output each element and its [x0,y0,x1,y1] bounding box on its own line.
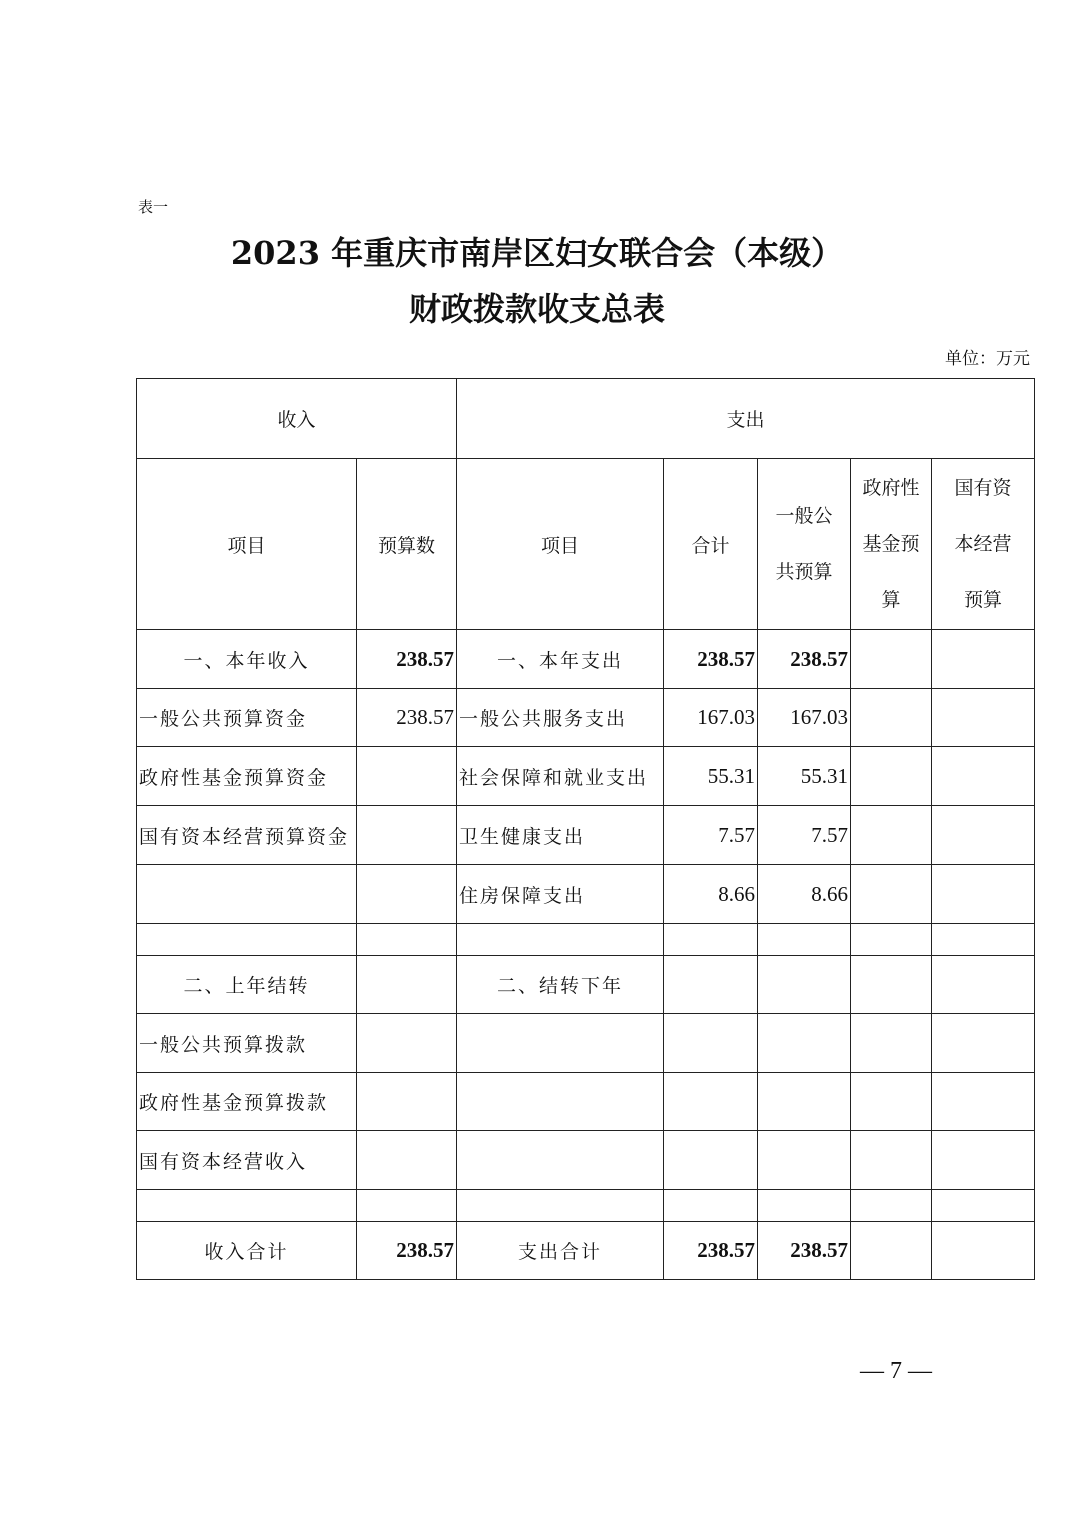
expenditure-item-cell [457,1190,664,1222]
general-budget-cell: 167.03 [758,689,851,747]
general-budget-cell [758,956,851,1014]
expenditure-item-cell: 二、结转下年 [457,956,664,1014]
income-amount-cell: 238.57 [357,1222,457,1280]
table-label: 表一 [138,198,169,216]
income-amount-cell [357,806,457,865]
gov-fund-header-line3: 算 [881,589,901,611]
income-amount-cell: 238.57 [357,689,457,747]
gov-fund-cell [851,1190,932,1222]
general-budget-cell [758,1190,851,1222]
total-cell: 8.66 [664,865,758,924]
table-row [137,956,1035,1014]
total-cell [664,1131,758,1190]
table-row [137,806,1035,865]
state-capital-cell [932,1190,1035,1222]
income-item-cell: 国有资本经营收入 [137,1131,357,1190]
income-amount-cell [357,1190,457,1222]
state-capital-cell [932,747,1035,806]
general-budget-cell [758,924,851,956]
page-subtitle: 财政拨款收支总表 [408,290,665,328]
income-item-cell [137,924,357,956]
state-capital-header-line2: 本经营 [954,533,1012,555]
income-item-cell: 收入合计 [137,1222,357,1280]
gov-fund-cell [851,630,932,689]
state-capital-cell [932,1073,1035,1131]
gov-fund-cell [851,1014,932,1073]
state-capital-cell [932,1222,1035,1280]
table-row [137,1190,1035,1222]
table-row [137,865,1035,924]
income-item-cell [137,865,357,924]
income-item-cell: 一般公共预算拨款 [137,1014,357,1073]
expenditure-item-cell: 社会保障和就业支出 [457,747,664,806]
gov-fund-cell [851,1073,932,1131]
income-budget-header: 预算数 [357,459,457,630]
state-capital-header-line3: 预算 [964,589,1003,611]
expenditure-item-cell [457,1131,664,1190]
total-cell: 238.57 [664,1222,758,1280]
total-cell: 55.31 [664,747,758,806]
state-capital-cell [932,1131,1035,1190]
gov-fund-cell [851,1131,932,1190]
table-row [137,924,1035,956]
income-amount-cell [357,747,457,806]
income-amount-cell [357,956,457,1014]
expenditure-item-cell [457,1073,664,1131]
table-row [137,1014,1035,1073]
state-capital-cell [932,806,1035,865]
gov-fund-header [851,459,932,630]
expenditure-item-cell [457,924,664,956]
income-amount-cell [357,1131,457,1190]
state-capital-cell [932,924,1035,956]
income-amount-cell [357,865,457,924]
income-amount-cell [357,924,457,956]
gov-fund-header-line2: 基金预 [862,533,920,555]
income-amount-cell: 238.57 [357,630,457,689]
general-budget-cell: 238.57 [758,630,851,689]
state-capital-header-line1: 国有资 [954,477,1012,499]
state-capital-cell [932,689,1035,747]
expenditure-item-cell [457,1014,664,1073]
income-header: 收入 [137,379,457,459]
expenditure-item-cell: 支出合计 [457,1222,664,1280]
table-body [137,630,1035,1280]
state-capital-cell [932,630,1035,689]
general-budget-cell [758,1073,851,1131]
income-amount-cell [357,1014,457,1073]
total-header: 合计 [664,459,758,630]
income-item-cell: 国有资本经营预算资金 [137,806,357,865]
budget-table [136,378,1035,1280]
income-item-cell: 一般公共预算资金 [137,689,357,747]
income-amount-cell [357,1073,457,1131]
expenditure-item-cell: 卫生健康支出 [457,806,664,865]
expenditure-item-cell: 住房保障支出 [457,865,664,924]
general-budget-header [758,459,851,630]
gov-fund-header-line1: 政府性 [862,477,920,499]
expenditure-item-cell: 一、本年支出 [457,630,664,689]
table-row [137,630,1035,689]
total-cell: 238.57 [664,630,758,689]
table-row [137,689,1035,747]
table-row [137,1131,1035,1190]
gov-fund-cell [851,1222,932,1280]
gov-fund-cell [851,689,932,747]
general-budget-cell: 8.66 [758,865,851,924]
income-item-header: 项目 [137,459,357,630]
general-budget-cell [758,1131,851,1190]
state-capital-cell [932,1014,1035,1073]
gov-fund-cell [851,747,932,806]
total-cell: 167.03 [664,689,758,747]
total-cell [664,956,758,1014]
state-capital-cell [932,865,1035,924]
gov-fund-cell [851,865,932,924]
total-cell [664,924,758,956]
total-cell [664,1073,758,1131]
income-item-cell: 政府性基金预算拨款 [137,1073,357,1131]
general-header-line1: 一般公 [775,505,833,527]
page-number: — 7 — [860,1358,932,1384]
table-row [137,1222,1035,1280]
expenditure-item-cell: 一般公共服务支出 [457,689,664,747]
table-row [137,1073,1035,1131]
general-budget-cell: 55.31 [758,747,851,806]
income-item-cell: 一、本年收入 [137,630,357,689]
table-row [137,747,1035,806]
general-header-line2: 共预算 [775,561,833,583]
gov-fund-cell [851,956,932,1014]
expenditure-item-header: 项目 [457,459,664,630]
income-item-cell: 二、上年结转 [137,956,357,1014]
general-budget-cell [758,1014,851,1073]
general-budget-cell: 7.57 [758,806,851,865]
income-item-cell: 政府性基金预算资金 [137,747,357,806]
general-budget-cell: 238.57 [758,1222,851,1280]
total-cell [664,1190,758,1222]
unit-label: 单位：万元 [945,349,1030,369]
total-cell [664,1014,758,1073]
income-item-cell [137,1190,357,1222]
gov-fund-cell [851,924,932,956]
total-cell: 7.57 [664,806,758,865]
state-capital-header [932,459,1035,630]
state-capital-cell [932,956,1035,1014]
gov-fund-cell [851,806,932,865]
expenditure-header: 支出 [457,379,1035,459]
page-title: 2023 年重庆市南岸区妇女联合会（本级） [230,234,844,272]
